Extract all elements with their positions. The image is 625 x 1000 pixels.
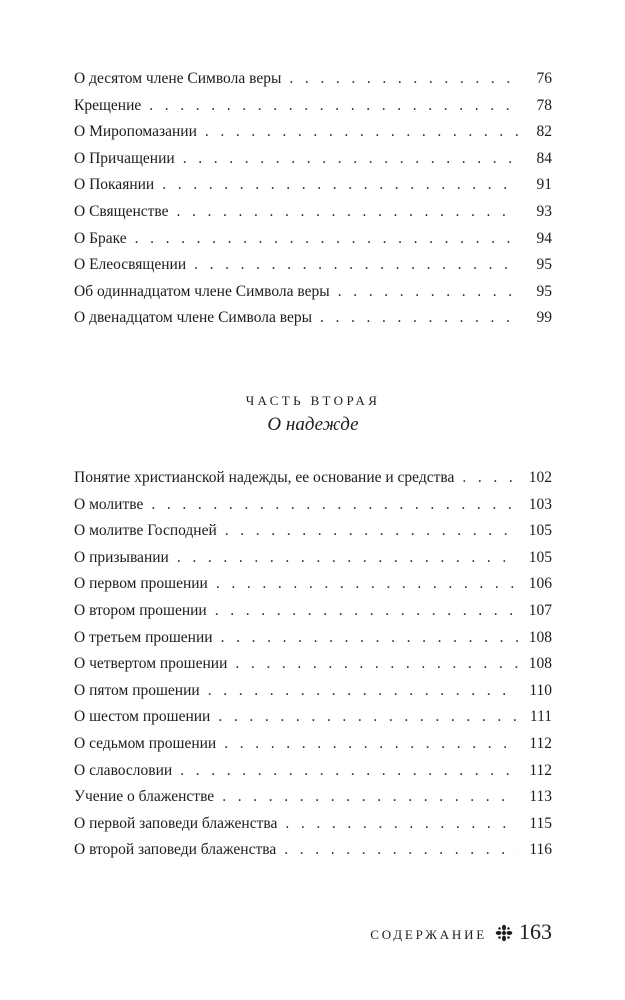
toc-entry-page: 103	[528, 495, 552, 513]
toc-entry-page: 94	[536, 229, 552, 247]
toc-entry-title: Понятие христианской надежды, ее основание и средства	[74, 469, 455, 486]
toc-entry	[74, 469, 552, 496]
part-title: О надежде	[267, 414, 359, 435]
dot-leader	[320, 309, 518, 327]
toc-entry-title: О Покаянии	[74, 176, 155, 194]
toc-entry-title: О Браке	[74, 229, 127, 247]
dot-leader	[135, 230, 518, 248]
dot-leader	[224, 735, 518, 753]
toc-entry-page: 78	[536, 96, 552, 114]
dot-leader	[177, 549, 518, 567]
toc-entry-title: О призывании	[74, 548, 169, 566]
toc-entry-title: Крещение	[74, 96, 142, 114]
toc-entry-title: Учение о блаженстве	[74, 788, 215, 806]
toc-entry-page: 91	[536, 176, 552, 194]
toc-entry-title: О Священстве	[74, 202, 169, 220]
toc-entry	[74, 256, 552, 283]
toc-entry	[74, 815, 552, 842]
dot-leader	[205, 123, 518, 141]
dot-leader	[235, 655, 518, 673]
dot-leader	[162, 176, 518, 194]
toc-entry-page: 111	[529, 708, 552, 726]
floral-ornament-icon	[495, 924, 513, 942]
toc-entry-page: 95	[536, 256, 552, 274]
toc-entry-title: О третьем прошении	[74, 628, 213, 646]
toc-entry	[74, 735, 552, 762]
running-footer	[370, 919, 552, 945]
toc-entry-page: 113	[529, 788, 552, 806]
toc-entry-page: 115	[529, 814, 552, 832]
toc-entry-page: 84	[536, 149, 552, 167]
toc-entry-title: О двенадцатом члене Символа веры	[74, 309, 313, 327]
toc-entry	[74, 549, 552, 576]
toc-entry	[74, 203, 552, 230]
toc-entry-page: 105	[528, 522, 552, 540]
toc-entry-page: 82	[536, 123, 552, 141]
toc-entry-title: О четвертом прошении	[74, 655, 228, 673]
toc-entry-title: О десятом члене Символа веры	[74, 70, 282, 87]
toc-entry-page: 107	[528, 601, 552, 619]
toc-entry-title: О Причащении	[74, 149, 175, 167]
toc-entry	[74, 682, 552, 709]
toc-entry-page: 110	[529, 681, 552, 699]
toc-entry-title: О седьмом прошении	[74, 734, 217, 752]
dot-leader	[183, 150, 518, 168]
toc-entry-title: О первом прошении	[74, 575, 208, 593]
toc-entry-page: 76	[536, 70, 552, 87]
toc-entry	[74, 70, 552, 97]
dot-leader	[208, 682, 518, 700]
toc-entry-title: О втором прошении	[74, 601, 207, 619]
dot-leader	[221, 629, 518, 647]
toc-entry-title: О молитве Господней	[74, 522, 217, 540]
toc-entry-title: О шестом прошении	[74, 708, 211, 726]
toc-entry	[74, 97, 552, 124]
toc-list-part-two	[74, 469, 552, 868]
toc-entry-page: 108	[528, 628, 552, 646]
dot-leader	[285, 815, 518, 833]
dot-leader	[177, 203, 518, 221]
dot-leader	[218, 708, 518, 726]
toc-entry	[74, 230, 552, 257]
toc-entry	[74, 708, 552, 735]
dot-leader	[194, 256, 518, 274]
toc-entry	[74, 150, 552, 177]
toc-entry-page: 106	[528, 575, 552, 593]
dot-leader	[216, 575, 518, 593]
toc-entry	[74, 575, 552, 602]
toc-entry-page: 116	[529, 841, 552, 859]
toc-entry	[74, 629, 552, 656]
toc-entry	[74, 788, 552, 815]
toc-entry-title: О второй заповеди блаженства	[74, 841, 277, 859]
footer-section-label: СОДЕРЖАНИЕ	[370, 927, 487, 942]
dot-leader	[338, 283, 518, 301]
toc-entry-page: 102	[528, 469, 552, 486]
toc-entry-title: О молитве	[74, 495, 144, 513]
toc-entry	[74, 762, 552, 789]
toc-entry	[74, 496, 552, 523]
toc-entry-page: 112	[529, 761, 552, 779]
dot-leader	[284, 841, 518, 859]
toc-entry	[74, 309, 552, 336]
page-number: 163	[519, 919, 552, 944]
toc-entry-title: Об одиннадцатом члене Символа веры	[74, 282, 330, 300]
toc-entry-title: О славословии	[74, 761, 173, 779]
dot-leader	[222, 788, 518, 806]
dot-leader	[180, 762, 518, 780]
toc-entry	[74, 283, 552, 310]
toc-entry-page: 99	[536, 309, 552, 327]
toc-entry	[74, 602, 552, 629]
dot-leader	[462, 469, 518, 487]
toc-entry-page: 93	[536, 202, 552, 220]
dot-leader	[215, 602, 518, 620]
toc-entry-page: 108	[528, 655, 552, 673]
toc-entry	[74, 123, 552, 150]
toc-entry	[74, 176, 552, 203]
part-label: ЧАСТЬ ВТОРАЯ	[245, 393, 381, 408]
dot-leader	[289, 70, 518, 88]
toc-entry	[74, 522, 552, 549]
dot-leader	[225, 522, 518, 540]
dot-leader	[149, 97, 518, 115]
toc-entry-title: О Миропомазании	[74, 123, 197, 141]
toc-entry-title: О первой заповеди блаженства	[74, 814, 278, 832]
toc-entry-title: О Елеосвящении	[74, 256, 187, 274]
toc-entry	[74, 655, 552, 682]
toc-entry	[74, 841, 552, 868]
toc-entry-title: О пятом прошении	[74, 681, 200, 699]
toc-entry-page: 112	[529, 734, 552, 752]
toc-list-part-one	[74, 70, 552, 336]
toc-entry-page: 105	[528, 548, 552, 566]
dot-leader	[151, 496, 518, 514]
toc-entry-page: 95	[536, 282, 552, 300]
